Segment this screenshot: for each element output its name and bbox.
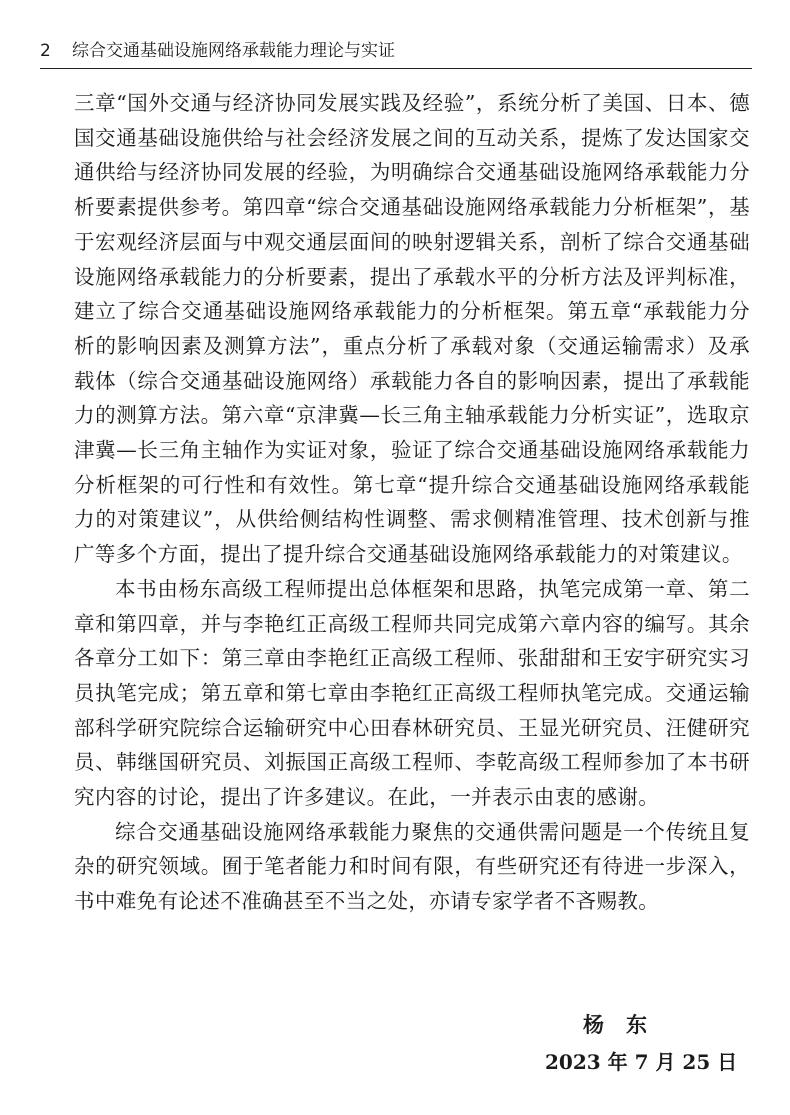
paragraph-closing-remarks: 综合交通基础设施网络承载能力聚焦的交通供需问题是一个传统且复杂的研究领域。囿于笔者能力和时间有限，有些研究还有待进一步深入，书中难免有论述不准确甚至不当之处，亦请专家学者不吝赐教。: [74, 819, 750, 914]
page-number: 2: [40, 41, 51, 61]
paragraph-chapter-summary: 三章“国外交通与经济协同发展实践及经验”，系统分析了美国、日本、德国交通基础设施供给与社会经济发展之间的互动关系，提炼了发达国家交通供给与经济协同发展的经验，为明确综合交通基础设施网络承载能力分析要素提供参考。第四章“综合交通基础设施网络承载能力分析框架”，基于宏观经济层面与中观交通层面间的映射逻辑关系，剖析了综合交通基础设施网络承载能力的分析要素，提出了承载水平的分析方法及评判标准，建立了综合交通基础设施网络承载能力的分析框架。第五章“承载能力分析的影响因素及测算方法”，重点分析了承载对象（交通运输需求）及承载体（综合交通基础设施网络）承载能力各自的影响因素，提出了承载能力的测算方法。第六章“京津冀—长三角主轴承载能力分析实证”，选取京津冀—长三角主轴作为实证对象，验证了综合交通基础设施网络承载能力分析框架的可行性和有效性。第七章“提升综合交通基础设施网络承载能力的对策建议”，从供给侧结构性调整、需求侧精准管理、技术创新与推广等多个方面，提出了提升综合交通基础设施网络承载能力的对策建议。: [74, 91, 750, 567]
book-title: 综合交通基础设施网络承载能力理论与实证: [72, 41, 395, 61]
signature-date: 2023 年 7 月 25 日: [545, 1050, 738, 1074]
header-divider: [40, 68, 752, 69]
running-header: [40, 38, 752, 64]
signature-author: 杨东: [583, 1012, 669, 1037]
paragraph-acknowledgements: 本书由杨东高级工程师提出总体框架和思路，执笔完成第一章、第二章和第四章，并与李艳红正高级工程师共同完成第六章内容的编写。其余各章分工如下：第三章由李艳红正高级工程师、张甜甜和王安宇研究实习员执笔完成；第五章和第七章由李艳红正高级工程师执笔完成。交通运输部科学研究院综合运输研究中心田春林研究员、王显光研究员、汪健研究员、韩继国研究员、刘振国正高级工程师、李乾高级工程师参加了本书研究内容的讨论，提出了许多建议。在此，一并表示由衷的感谢。: [74, 576, 750, 810]
main-text: [74, 86, 750, 919]
